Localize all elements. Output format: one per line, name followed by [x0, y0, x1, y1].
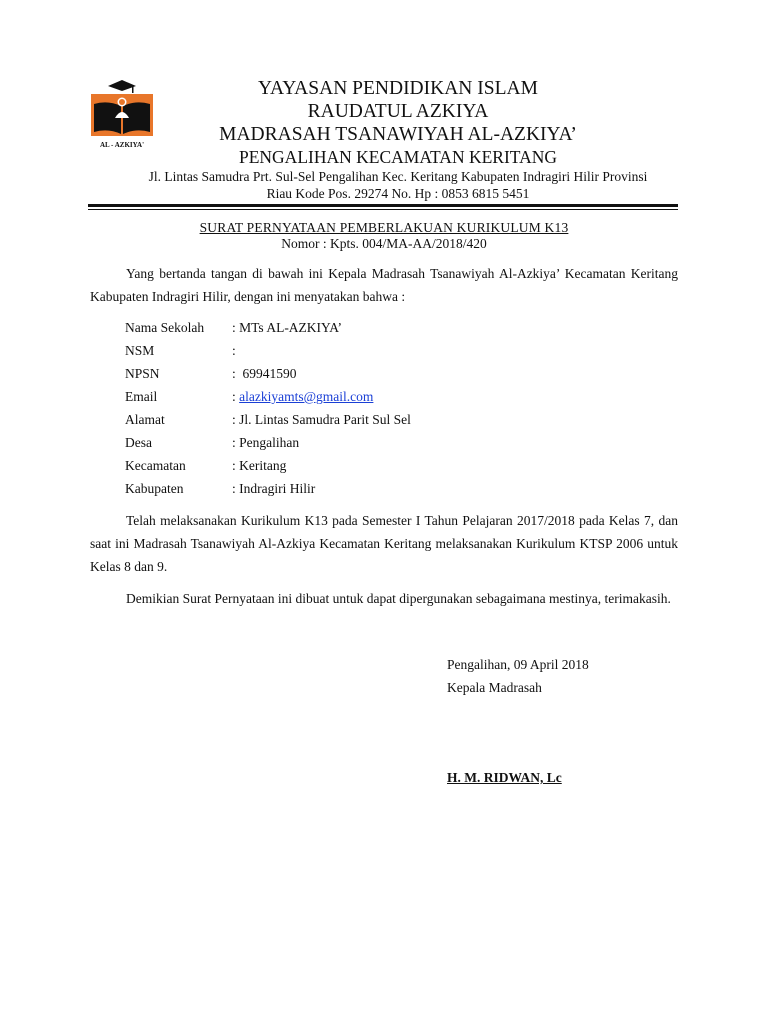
school-location: PENGALIHAN KECAMATAN KERITANG: [238, 147, 557, 167]
school-name: MADRASAH TSANAWIYAH AL-AZKIYA’: [219, 124, 577, 145]
address-line-2: Riau Kode Pos. 29274 No. Hp : 0853 6815 5451: [266, 186, 530, 201]
info-label: Alamat: [125, 412, 165, 427]
info-row-npsn: [125, 362, 411, 385]
info-row-email: [125, 385, 411, 408]
info-value: : Keritang: [232, 458, 287, 473]
intro-text: Yang bertanda tangan di bawah ini Kepala Madrasah Tsanawiyah Al-Azkiya’ Kecamatan Keritang Kabupaten Indragiri Hilir, dengan ini menyatakan bahwa :: [90, 266, 678, 304]
signatory-name: H. M. RIDWAN, Lc: [447, 770, 562, 785]
info-row-name: [125, 316, 411, 339]
info-row-nsm: [125, 339, 411, 362]
place-date: Pengalihan, 09 April 2018: [447, 657, 589, 672]
info-label: NPSN: [125, 366, 160, 381]
info-value: [232, 385, 373, 408]
school-info-table: [125, 316, 411, 500]
info-label: Email: [125, 389, 158, 404]
foundation-name: YAYASAN PENDIDIKAN ISLAM: [258, 78, 538, 99]
email-link[interactable]: alazkiyamts@gmail.com: [239, 389, 374, 404]
logo-text: AL - AZKIYA': [99, 141, 145, 149]
body-text: Telah melaksanakan Kurikulum K13 pada Semester I Tahun Pelajaran 2017/2018 pada Kelas 7, dan saat ini Madrasah Tsanawiyah Al-Azkiya Kecamatan Keritang melaksanakan Kurikulum KTSP 2006 untuk Kelas 8 dan 9.: [90, 513, 678, 574]
address-line-1: Jl. Lintas Samudra Prt. Sul-Sel Pengalihan Kec. Keritang Kabupaten Indragiri Hilir Provinsi: [148, 169, 648, 184]
body-paragraph: [90, 509, 678, 578]
info-label: Kabupaten: [125, 481, 184, 496]
email-prefix: :: [232, 389, 240, 404]
info-value: : Indragiri Hilir: [232, 481, 316, 496]
info-label: Kecamatan: [125, 458, 186, 473]
info-label: Desa: [125, 435, 152, 450]
info-row-village: [125, 431, 411, 454]
info-label: Nama Sekolah: [125, 320, 205, 335]
closing-paragraph: [90, 587, 678, 610]
info-value: : Pengalihan: [232, 435, 300, 450]
info-value: : MTs AL-AZKIYA’: [232, 320, 343, 335]
info-row-address: [125, 408, 411, 431]
info-value: :: [232, 343, 236, 358]
document-title: SURAT PERNYATAAN PEMBERLAKUAN KURIKULUM K13: [199, 220, 569, 235]
info-row-district: [125, 454, 411, 477]
info-value: : Jl. Lintas Samudra Parit Sul Sel: [232, 412, 411, 427]
closing-text: Demikian Surat Pernyataan ini dibuat untuk dapat dipergunakan sebagaimana mestinya, terimakasih.: [126, 591, 671, 606]
institution-name: RAUDATUL AZKIYA: [307, 101, 489, 122]
info-value: : 69941590: [232, 366, 297, 381]
info-row-regency: [125, 477, 411, 500]
info-label: NSM: [125, 343, 155, 358]
header-divider-thin: [88, 209, 678, 210]
signatory-position: Kepala Madrasah: [447, 680, 542, 695]
header-divider-thick: [88, 204, 678, 207]
document-number: Nomor : Kpts. 004/MA-AA/2018/420: [281, 236, 487, 251]
intro-paragraph: [90, 262, 678, 308]
